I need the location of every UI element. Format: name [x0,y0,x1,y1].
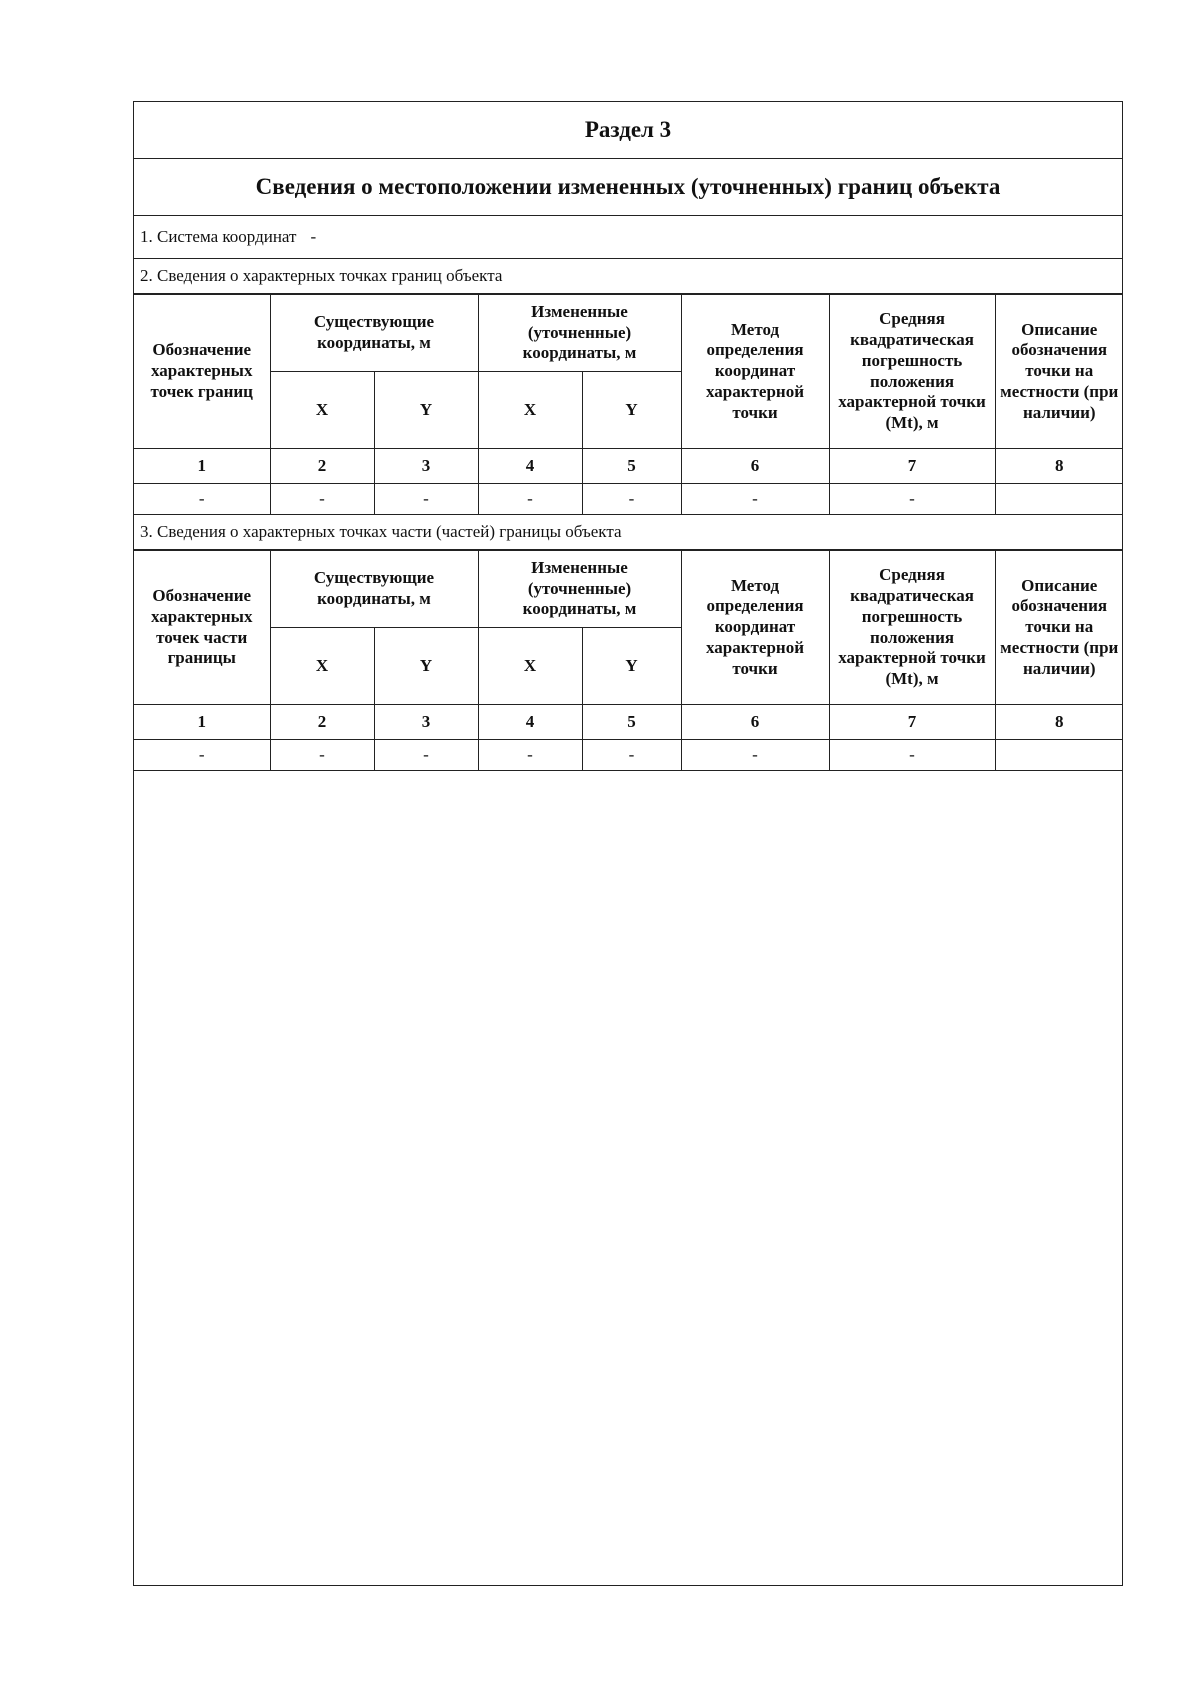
table-cell: - [478,740,582,771]
coordinate-system-value: - [310,227,317,246]
header-existing-y: Y [374,628,478,705]
coordinate-system-label: 1. Система координат [140,227,297,246]
column-number: 8 [995,449,1123,484]
column-number: 5 [582,449,681,484]
table-cell: - [270,740,374,771]
table-cell: - [270,484,374,515]
header-existing-coords: Существующие координаты, м [270,295,478,372]
table-cell [995,484,1123,515]
column-number: 4 [478,705,582,740]
header-point-designation: Обозначение характерных точек части границы [134,551,270,705]
table-row [134,740,1123,771]
column-number: 7 [829,705,995,740]
table1-caption: 2. Сведения о характерных точках границ объекта [134,259,1122,294]
header-existing-x: X [270,372,374,449]
header-description: Описание обозначения точки на местности (при наличии) [995,551,1123,705]
column-number: 3 [374,705,478,740]
header-changed-coords: Измененные (уточненные) координаты, м [478,295,681,372]
boundary-points-table [134,294,1123,515]
header-existing-y: Y [374,372,478,449]
table-cell: - [374,484,478,515]
column-number: 1 [134,449,270,484]
header-existing-x: X [270,628,374,705]
column-number: 7 [829,449,995,484]
column-number: 2 [270,705,374,740]
header-rms-error: Средняя квадратическая погрешность положения характерной точки (Mt), м [829,295,995,449]
table-cell: - [681,740,829,771]
header-changed-y: Y [582,372,681,449]
boundary-part-points-table [134,550,1123,771]
document-frame [133,101,1123,1586]
table-row [134,484,1123,515]
column-number: 6 [681,705,829,740]
table2-caption: 3. Сведения о характерных точках части (частей) границы объекта [134,515,1122,550]
table-cell [995,740,1123,771]
coordinate-system-row [134,216,1122,259]
section-subtitle: Сведения о местоположении измененных (уточненных) границ объекта [134,159,1122,216]
table-cell: - [582,740,681,771]
header-changed-coords: Измененные (уточненные) координаты, м [478,551,681,628]
table-cell: - [829,740,995,771]
column-number: 4 [478,449,582,484]
table-cell: - [134,484,270,515]
column-number: 6 [681,449,829,484]
column-number: 8 [995,705,1123,740]
column-number: 3 [374,449,478,484]
table-cell: - [829,484,995,515]
header-description: Описание обозначения точки на местности (при наличии) [995,295,1123,449]
table-cell: - [134,740,270,771]
header-rms-error: Средняя квадратическая погрешность положения характерной точки (Mt), м [829,551,995,705]
column-number: 2 [270,449,374,484]
header-changed-x: X [478,372,582,449]
header-point-designation: Обозначение характерных точек границ [134,295,270,449]
table-cell: - [582,484,681,515]
header-changed-y: Y [582,628,681,705]
table-cell: - [478,484,582,515]
column-number: 1 [134,705,270,740]
header-changed-x: X [478,628,582,705]
header-method: Метод определения координат характерной точки [681,551,829,705]
header-method: Метод определения координат характерной точки [681,295,829,449]
table-cell: - [374,740,478,771]
table-cell: - [681,484,829,515]
section-title: Раздел 3 [134,102,1122,159]
column-number: 5 [582,705,681,740]
header-existing-coords: Существующие координаты, м [270,551,478,628]
